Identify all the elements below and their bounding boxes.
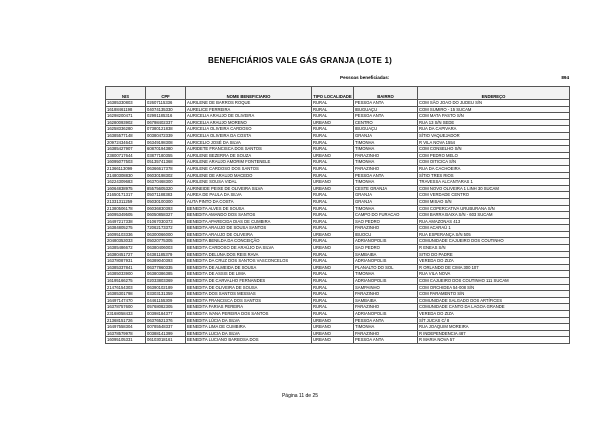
address-cell: SÍTIO TRES RIOS [418, 172, 570, 179]
cpf-cell: 06376521376 [146, 317, 186, 324]
table-row [106, 100, 570, 107]
name-cell: AURELICE FERREIRA [186, 106, 312, 113]
table-row [106, 245, 570, 252]
nis-cell: 16095349505 [106, 212, 146, 219]
nis-cell: 16385337841 [106, 264, 146, 271]
table-row [106, 304, 570, 311]
neighborhood-cell: PARAZINHO [354, 165, 418, 172]
nis-cell: 16224309683 [106, 179, 146, 186]
cpf-cell: 05071188383 [146, 192, 186, 199]
address-cell: COM VERDADE CENTRO [418, 192, 570, 199]
cpf-cell: 60870194380 [146, 146, 186, 153]
address-cell: RUA ESPERANÇA S/N 505 [418, 231, 570, 238]
cpf-cell: 72062173372 [146, 225, 186, 232]
name-cell: AURICELIA ARAUJO DE OLIVEIRA [186, 113, 312, 120]
table-row [106, 238, 570, 245]
name-cell: BENEDITA AMANDO DOS SANTOS [186, 212, 312, 219]
table-row [106, 231, 570, 238]
cpf-cell: 02033803369 [146, 278, 186, 285]
cpf-cell: 05135741368 [146, 159, 186, 166]
table-row [106, 317, 570, 324]
address-cell: COM PARAMENTO S/N [418, 291, 570, 298]
locality-type-cell: RURAL [312, 126, 354, 133]
name-cell: AURILENE CARDOSO DOS SANTOS [186, 165, 312, 172]
locality-type-cell: URBANO [312, 324, 354, 331]
locality-type-cell: RURAL [312, 284, 354, 291]
locality-type-cell: URBANO [312, 152, 354, 159]
address-cell: COM SUMIRO - 15 SUCAM [418, 106, 570, 113]
locality-type-cell: RURAL [312, 205, 354, 212]
nis-cell: 21331311259 [106, 198, 146, 205]
name-cell: AURICELIA OLIVEIRA DA COSTA [186, 132, 312, 139]
address-cell: SITIO DO PADRE [418, 251, 570, 258]
nis-cell: 16064838975 [106, 185, 146, 192]
address-cell: RUA DA CAPIVARA [418, 126, 570, 133]
address-cell: R VILA NOVA 1554 [418, 139, 570, 146]
name-cell: AURINEIDE PEIXE DE OLIVEIRA SILVA [186, 185, 312, 192]
name-cell: BENEDITA DE ASSIS DE LIMA [186, 271, 312, 278]
neighborhood-cell: PARAZINHO [354, 152, 418, 159]
name-cell: BENEDITA DE CARVALHO FERNANDES [186, 278, 312, 285]
table-row [106, 159, 570, 166]
neighborhood-cell: TIMONHA [354, 146, 418, 153]
nis-cell: 16195166275 [106, 278, 146, 285]
nis-cell: 16385486672 [106, 245, 146, 252]
nis-cell: 16188461198 [106, 106, 146, 113]
column-header-nome: NOME BENEFICIARIO [186, 87, 312, 100]
neighborhood-cell: TIMONHA [354, 159, 418, 166]
neighborhood-cell: TIMONHA [354, 205, 418, 212]
cpf-cell: 03303131359 [146, 291, 186, 298]
neighborhood-cell: ADRIANOPOLIS [354, 278, 418, 285]
address-cell: TRAVESSA ALCANTARAS 1 [418, 179, 570, 186]
cpf-cell: 04074135330 [146, 106, 186, 113]
cpf-cell: 05768082305 [146, 304, 186, 311]
address-cell: COMUNIDADE SALGADO DOS ARTÍFICES [418, 297, 570, 304]
table-row [106, 198, 570, 205]
nis-cell: 16384805275 [106, 225, 146, 232]
address-cell: RUA JOAQUIM MOREIRA [418, 324, 570, 331]
nis-cell: 23800717644 [106, 152, 146, 159]
column-header-endereco: ENDEREÇO [418, 87, 570, 100]
neighborhood-cell: PESSOA ANTA [354, 172, 418, 179]
name-cell: BENEDITA ALVES DE SOUSA [186, 205, 312, 212]
cpf-cell: 00785548337 [146, 324, 186, 331]
locality-type-cell: URBANO [312, 264, 354, 271]
address-cell: R ORLANDO DE CIMA 300 107 [418, 264, 570, 271]
nis-cell: 16258336280 [106, 126, 146, 133]
locality-type-cell: RURAL [312, 106, 354, 113]
address-cell: SÍT JUCAS C/ 8 [418, 317, 570, 324]
address-cell: RUA VILA NOVA [418, 271, 570, 278]
cpf-cell: 85575605320 [146, 185, 186, 192]
neighborhood-cell: IBUGUAÇU [354, 126, 418, 133]
cpf-cell: 02607115336 [146, 100, 186, 107]
name-cell: BENEDITA FARIAS PEREIRA [186, 304, 312, 311]
neighborhood-cell: TIMONHA [354, 324, 418, 331]
address-cell: COM CONSELHO S/N [418, 146, 570, 153]
locality-type-cell: URBANO [312, 179, 354, 186]
address-cell: R MARIA NOVA 57 [418, 337, 570, 344]
name-cell: BENEDITA ARAUJO DE SOUSA SANTOS [186, 225, 312, 232]
locality-type-cell: RURAL [312, 192, 354, 199]
nis-cell: 16380451727 [106, 251, 146, 258]
neighborhood-cell: CESTE GRANJA [354, 185, 418, 192]
address-cell: RUA 13 S/N SEDE [418, 119, 570, 126]
nis-cell: 21650171317 [106, 192, 146, 199]
locality-type-cell: RURAL [312, 146, 354, 153]
table-row [106, 132, 570, 139]
table-row [106, 337, 570, 344]
neighborhood-cell: TIMONHA [354, 179, 418, 186]
neighborhood-cell: GRANJA [354, 192, 418, 199]
address-cell: COM CAJUEIRO DOS COUTINHO 111 SUCAM [418, 278, 570, 285]
cpf-cell: 00388141399 [146, 330, 186, 337]
cpf-cell: 06300066000 [146, 231, 186, 238]
table-row [106, 113, 570, 120]
neighborhood-cell: PESSOA ANTA [354, 113, 418, 120]
nis-cell: 16280093902 [106, 119, 146, 126]
address-cell: RUA DA CACHOEIRA [418, 165, 570, 172]
cpf-cell: 06036830393 [146, 205, 186, 212]
name-cell: AUREA DE PAULA DA SILVA [186, 192, 312, 199]
address-cell: SÍTIO VAQUEJADOR [418, 132, 570, 139]
nis-cell: 20972434643 [106, 139, 146, 146]
name-cell: BENEDITA LIMA DE CUMBIRA [186, 324, 312, 331]
locality-type-cell: URBANO [312, 119, 354, 126]
table-row [106, 212, 570, 219]
cpf-cell: 00380472339 [146, 132, 186, 139]
table-row [106, 172, 570, 179]
neighborhood-cell: PESSOA ANTA [354, 100, 418, 107]
beneficiaries-table [105, 86, 570, 344]
nis-cell: 16385301798 [106, 291, 146, 298]
nis-cell: 16378579978 [106, 330, 146, 337]
cpf-cell: 06370468300 [146, 179, 186, 186]
nis-cell: 16095077503 [106, 159, 146, 166]
table-row [106, 106, 570, 113]
locality-type-cell: RURAL [312, 159, 354, 166]
cpf-cell: 00398184377 [146, 311, 186, 318]
address-cell: COM PEDRO MELO [418, 152, 570, 159]
cpf-cell: 06798402337 [146, 119, 186, 126]
cpf-cell: 05020775305 [146, 238, 186, 245]
locality-type-cell: RURAL [312, 218, 354, 225]
name-cell: AURILENE SOUSA VIDAL [186, 179, 312, 186]
neighborhood-cell: TIMONHA [354, 139, 418, 146]
neighborhood-cell: PARAZINHO [354, 330, 418, 337]
address-cell: COM COPERCATIVA URUBURANA S/N [418, 205, 570, 212]
locality-type-cell: RURAL [312, 139, 354, 146]
cpf-cell: 04381185379 [146, 251, 186, 258]
nis-cell: 21380506178 [106, 205, 146, 212]
nis-cell: 16497558304 [106, 324, 146, 331]
neighborhood-cell: TIMONHA [354, 271, 418, 278]
table-row [106, 126, 570, 133]
address-cell: COM ACARAÚ 1 [418, 225, 570, 232]
nis-cell: 20480353033 [106, 238, 146, 245]
nis-cell: 23168058433 [106, 311, 146, 318]
table-row [106, 284, 570, 291]
neighborhood-cell: PARAZINHO [354, 291, 418, 298]
address-cell: COM MISAO S/N [418, 198, 570, 205]
document-title: BENEFICIÁRIOS VALE GÁS GRANJA (LOTE 1) [207, 56, 393, 65]
neighborhood-cell: GRANJA [354, 198, 418, 205]
name-cell: AURIDETE FRANCISCA DOS SANTOS [186, 146, 312, 153]
nis-cell: 16095105331 [106, 337, 146, 344]
column-header-tipo-localidade: TIPO LOCALIDADE [312, 87, 354, 100]
locality-type-cell: URBANO [312, 330, 354, 337]
table-row [106, 218, 570, 225]
name-cell: BENEDITA DE ALMEIDA DE SOUSA [186, 264, 312, 271]
table-row [106, 192, 570, 199]
cpf-cell: 06389040393 [146, 258, 186, 265]
neighborhood-cell: PESSOA ANTA [354, 337, 418, 344]
column-header-bairro: BAIRRO [354, 87, 418, 100]
address-cell: COM SÃO JOAO DO JUDEU S/N [418, 100, 570, 107]
name-cell: BENEDITA DA CRUZ DOS SANTOS VASCONCELOS [186, 258, 312, 265]
neighborhood-cell: IBUOCU [354, 231, 418, 238]
locality-type-cell: RURAL [312, 238, 354, 245]
table-row [106, 264, 570, 271]
neighborhood-cell: ADRIANOPOLIS [354, 311, 418, 318]
name-cell: BENEDITA ARAUJO DE OLIVEIRA [186, 231, 312, 238]
cpf-cell: 06390102189 [146, 284, 186, 291]
locality-type-cell: RURAL [312, 172, 354, 179]
address-cell: COM MATA PASTO S/N [418, 113, 570, 120]
table-row [106, 297, 570, 304]
locality-type-cell: RURAL [312, 212, 354, 219]
locality-type-cell: RURAL [312, 258, 354, 265]
name-cell: AURICELIA ARAUJO MORENO [186, 119, 312, 126]
nis-cell: 16385577148 [106, 132, 146, 139]
cpf-cell: 06050858327 [146, 212, 186, 219]
cpf-cell: 02991185316 [146, 113, 186, 120]
table-row [106, 179, 570, 186]
address-cell: R INDEPENDENCIA 487 [418, 330, 570, 337]
beneficiary-count [105, 74, 569, 82]
neighborhood-cell: CAMPO DO FURACAO [354, 212, 418, 219]
name-cell: BENEDITA DOS SANTOS MESSIAS [186, 291, 312, 298]
nis-cell: 16385033900 [106, 271, 146, 278]
name-cell: AURILENE DE ARAUJO MACEDO [186, 172, 312, 179]
address-cell: COMUNIDADE CANTO DA LAGOA GRANDE [418, 304, 570, 311]
nis-cell: 16385330803 [106, 100, 146, 107]
table-header-row [106, 87, 570, 100]
neighborhood-cell: IBUGUAÇU [354, 106, 418, 113]
nis-cell: 16378087931 [106, 258, 146, 265]
name-cell: AUTA PINTO DA COSTA [186, 198, 312, 205]
address-cell: COM BARRA BAIXA S/N - 603 SUCAM [418, 212, 570, 219]
name-cell: BENEDITA DELUNA DOS REIS RAVA [186, 251, 312, 258]
locality-type-cell: URBANO [312, 317, 354, 324]
table-row [106, 139, 570, 146]
name-cell: BENEDITA FRANCISCA DOS SANTOS [186, 297, 312, 304]
locality-type-cell: RURAL [312, 225, 354, 232]
name-cell: AURICELIA OLIVEIRA CARDOSO [186, 126, 312, 133]
address-cell: COM NOVO OLIVEIRA 1 LINH 30 SUCAM [418, 185, 570, 192]
cpf-cell: 06377860335 [146, 264, 186, 271]
table-body [106, 100, 570, 344]
cpf-cell: 06380386385 [146, 271, 186, 278]
column-header-cpf: CPF [146, 87, 186, 100]
nis-cell: 21366113099 [106, 165, 146, 172]
cpf-cell: 06103018161 [146, 337, 186, 344]
table-row [106, 165, 570, 172]
name-cell: AURILENE DE BARROS ROQUE [186, 100, 312, 107]
name-cell: AURICELIO JOSÉ DA SILVA [186, 139, 312, 146]
table-row [106, 225, 570, 232]
locality-type-cell: URBANO [312, 185, 354, 192]
locality-type-cell: URBANO [312, 245, 354, 252]
cpf-cell: 03877180355 [146, 152, 186, 159]
neighborhood-cell: ADRIANOPOLIS [354, 258, 418, 265]
table-row [106, 278, 570, 285]
nis-cell: 16095103336 [106, 231, 146, 238]
table-row [106, 119, 570, 126]
neighborhood-cell: PESSOA ANTA [354, 317, 418, 324]
locality-type-cell: RURAL [312, 132, 354, 139]
locality-type-cell: RURAL [312, 251, 354, 258]
locality-type-cell: RURAL [312, 100, 354, 107]
cpf-cell: 04461155309 [146, 297, 186, 304]
locality-type-cell: RURAL [312, 297, 354, 304]
neighborhood-cell: SAMBAIBA [354, 297, 418, 304]
count-label: Pessoas beneficiadas: [340, 75, 390, 80]
neighborhood-cell: SAMBAIBA [354, 251, 418, 258]
locality-type-cell: URBANO [312, 231, 354, 238]
neighborhood-cell: CENTRO [354, 119, 418, 126]
cpf-cell: 01067030373 [146, 218, 186, 225]
name-cell: AURILENE BEZERRA DE SOUZA [186, 152, 312, 159]
locality-type-cell: URBANO [312, 337, 354, 344]
locality-type-cell: RURAL [312, 278, 354, 285]
address-cell: R ENEAS S/N [418, 245, 570, 252]
neighborhood-cell: ADRIANOPOLIS [354, 238, 418, 245]
nis-cell: 16298200471 [106, 113, 146, 120]
table-row [106, 291, 570, 298]
cpf-cell: 07380121838 [146, 126, 186, 133]
locality-type-cell: RURAL [312, 311, 354, 318]
table-row [106, 258, 570, 265]
neighborhood-cell: PARAZINHO [354, 225, 418, 232]
neighborhood-cell: PLANALTO DO SOL [354, 264, 418, 271]
nis-cell: 16378757600 [106, 304, 146, 311]
name-cell: AURILENE ARAUJO AMORIM FONTENELE [186, 159, 312, 166]
page-footer: Página 11 de 25 [281, 393, 319, 399]
name-cell: BENEDITA LUCIANO BARBOSA DOS [186, 337, 312, 344]
nis-cell: 21480308830 [106, 172, 146, 179]
cpf-cell: 06349198308 [146, 139, 186, 146]
table-row [106, 251, 570, 258]
table-row [106, 146, 570, 153]
table-row [106, 185, 570, 192]
locality-type-cell: RURAL [312, 271, 354, 278]
nis-cell: 16497217338 [106, 218, 146, 225]
nis-cell: 21368151726 [106, 317, 146, 324]
name-cell: BENEDITA IVANA PEREIRA DOS SANTOS [186, 311, 312, 318]
address-cell: VEREDA DO ZIZA [418, 258, 570, 265]
address-cell: COM OITICICA S/N [418, 159, 570, 166]
cpf-cell: 06030198302 [146, 172, 186, 179]
neighborhood-cell: SAMPAINHO [354, 284, 418, 291]
table-row [106, 152, 570, 159]
table-row [106, 324, 570, 331]
column-header-nis: NIS [106, 87, 146, 100]
address-cell: COMUNIDADE CAJUEIRO DOS COUTINHO [418, 238, 570, 245]
nis-cell: 16385427907 [106, 146, 146, 153]
name-cell: BENEDITA DE OLIVEIRA DE SOUSA [186, 284, 312, 291]
locality-type-cell: RURAL [312, 113, 354, 120]
table-row [106, 271, 570, 278]
nis-cell: 16497147470 [106, 297, 146, 304]
neighborhood-cell: GRANJA [354, 132, 418, 139]
cpf-cell: 05030100300 [146, 198, 186, 205]
table-row [106, 205, 570, 212]
name-cell: BENEDITA BENILDA DA CONCEIÇÃO [186, 238, 312, 245]
count-value: 894 [561, 75, 569, 80]
name-cell: BENEDITA CARDOSO DE ARAÚJO DA SILVA [186, 245, 312, 252]
nis-cell: 21476154303 [106, 284, 146, 291]
table-row [106, 311, 570, 318]
locality-type-cell: RURAL [312, 165, 354, 172]
name-cell: BENEDITA APARECIDA DIAS DE CUMBIRA [186, 218, 312, 225]
address-cell: COM ORCHIDEA 54-008 S/N [418, 284, 570, 291]
neighborhood-cell: SAO PEDRO [354, 218, 418, 225]
cpf-cell: 06366617378 [146, 165, 186, 172]
cpf-cell: 06380406003 [146, 245, 186, 252]
name-cell: BENEDITA LUCIA DA SILVA [186, 330, 312, 337]
address-cell: VEREDA DO ZIZA [418, 311, 570, 318]
neighborhood-cell: PARAZINHO [354, 304, 418, 311]
address-cell: RUA AMAZONAS 413 [418, 218, 570, 225]
locality-type-cell: RURAL [312, 198, 354, 205]
name-cell: BENEDITA LÚCIA DA SILVA [186, 317, 312, 324]
locality-type-cell: RURAL [312, 304, 354, 311]
neighborhood-cell: SAO PEDRO [354, 245, 418, 252]
locality-type-cell: RURAL [312, 291, 354, 298]
table-row [106, 330, 570, 337]
